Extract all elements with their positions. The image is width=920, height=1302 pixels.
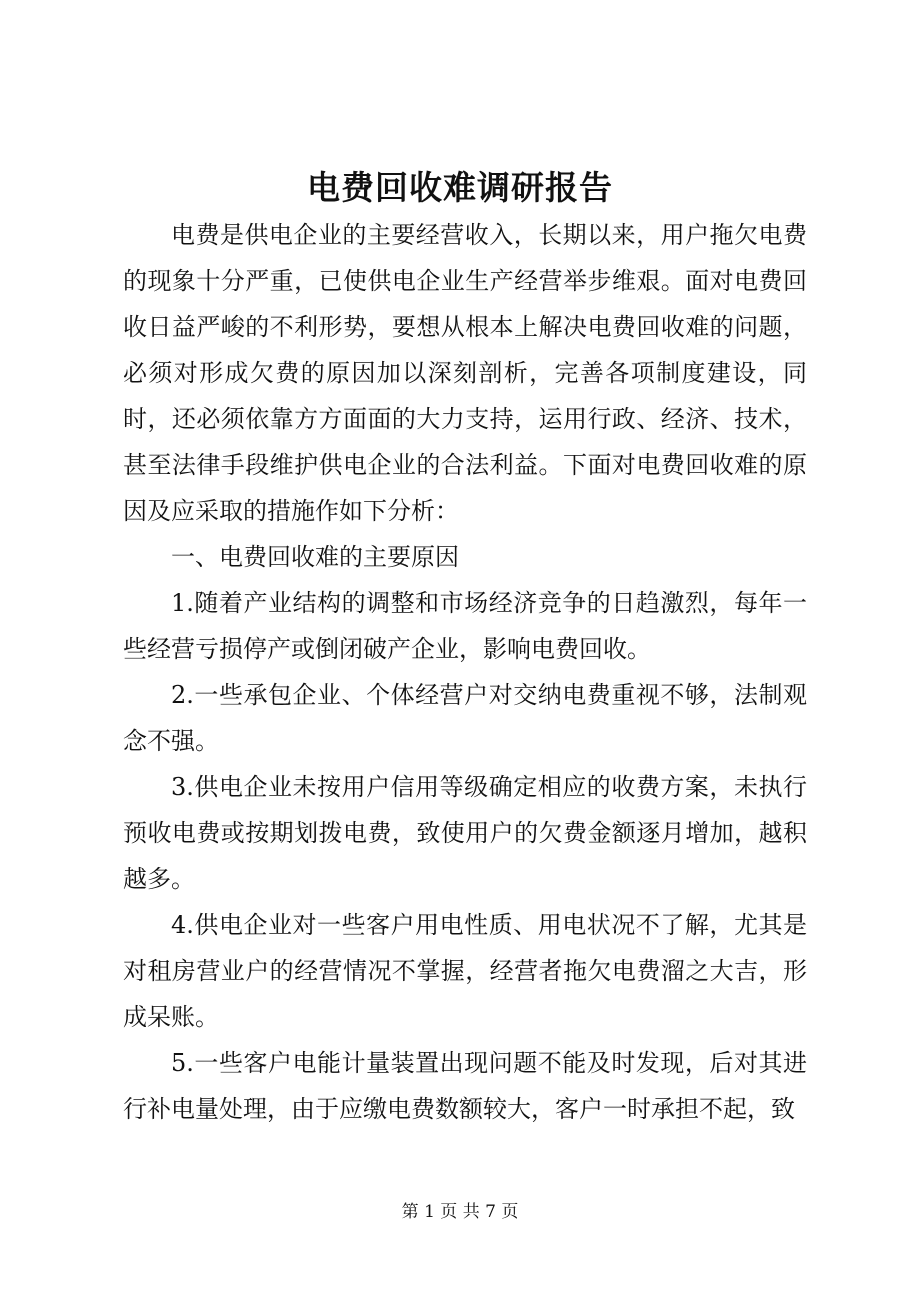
document-body: [123, 212, 807, 1132]
reason-item-2: 2.一些承包企业、个体经营户对交纳电费重视不够，法制观念不强。: [123, 681, 807, 755]
page-footer: [0, 1200, 920, 1224]
page-number-label: 第 1 页 共 7 页: [401, 1202, 519, 1222]
reason-item-4: 4.供电企业对一些客户用电性质、用电状况不了解，尤其是对租房营业户的经营情况不掌握，经营者拖欠电费溜之大吉，形成呆账。: [123, 911, 807, 1031]
reason-item-1: 1.随着产业结构的调整和市场经济竞争的日趋激烈，每年一些经营亏损停产或倒闭破产企业，影响电费回收。: [123, 589, 807, 663]
intro-paragraph: 电费是供电企业的主要经营收入，长期以来，用户拖欠电费的现象十分严重，已使供电企业生产经营举步维艰。面对电费回收日益严峻的不利形势，要想从根本上解决电费回收难的问题，必须对形成欠费的原因加以深刻剖析，完善各项制度建设，同时，还必须依靠方方面面的大力支持，运用行政、经济、技术，甚至法律手段维护供电企业的合法利益。下面对电费回收难的原因及应采取的措施作如下分析：: [123, 221, 807, 525]
reason-item-5: 5.一些客户电能计量装置出现问题不能及时发现，后对其进行补电量处理，由于应缴电费数额较大，客户一时承担不起，致: [123, 1049, 807, 1123]
section-heading: 一、电费回收难的主要原因: [171, 543, 459, 571]
reason-item-3: 3.供电企业未按用户信用等级确定相应的收费方案，未执行预收电费或按期划拨电费，致使用户的欠费金额逐月增加，越积越多。: [123, 773, 807, 893]
document-title: 电费回收难调研报告: [307, 168, 613, 207]
